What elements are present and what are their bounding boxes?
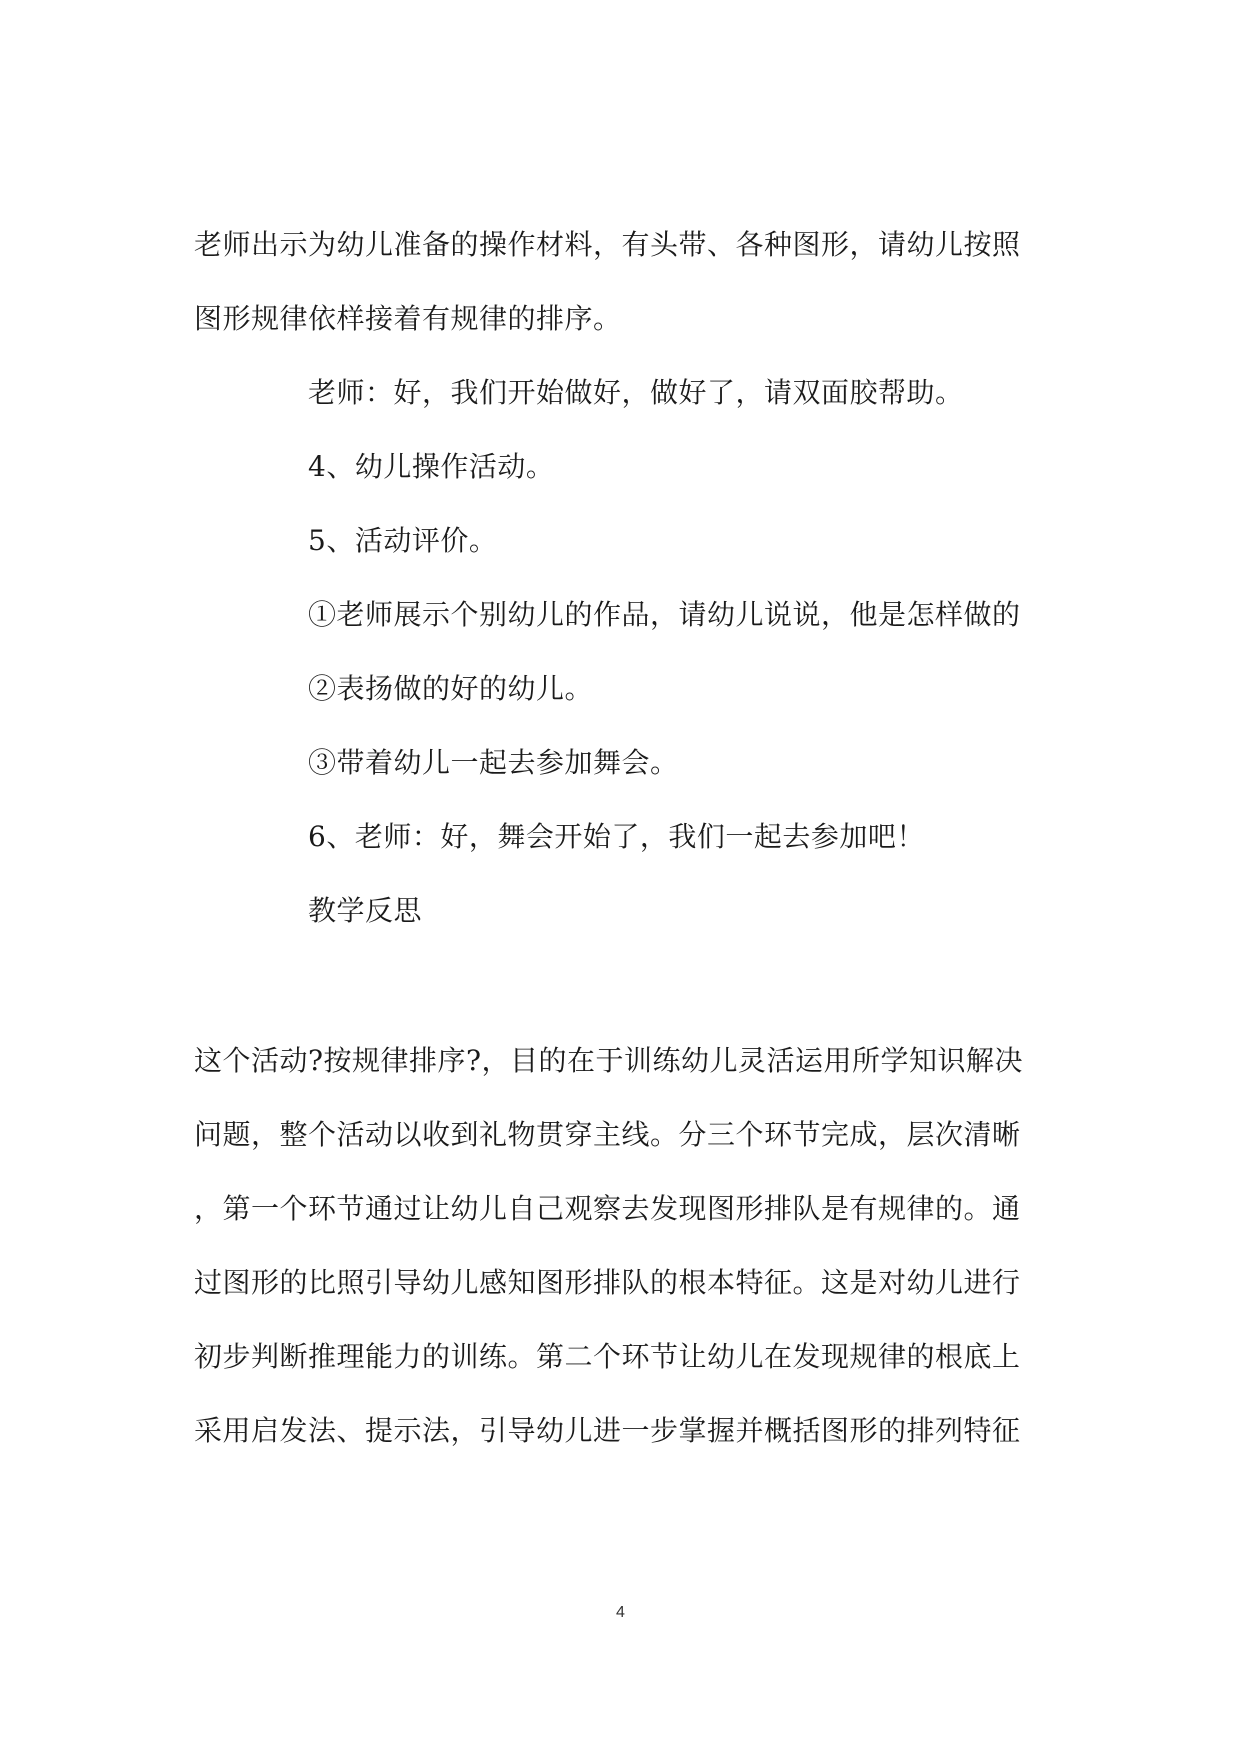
section-heading-reflection: 教学反思 (308, 894, 423, 927)
reflection-line: ，第一个环节通过让幼儿自己观察去发现图形排队是有规律的。通 (194, 1192, 1021, 1225)
reflection-line: 采用启发法、提示法，引导幼儿进一步掌握并概括图形的排列特征 (194, 1414, 1021, 1447)
reflection-line: 初步判断推理能力的训练。第二个环节让幼儿在发现规律的根底上 (194, 1340, 1021, 1373)
reflection-line: 这个活动?按规律排序?，目的在于训练幼儿灵活运用所学知识解决 (194, 1044, 1024, 1077)
teacher-instruction: 老师：好，我们开始做好，做好了，请双面胶帮助。 (308, 376, 964, 409)
reflection-line: 过图形的比照引导幼儿感知图形排队的根本特征。这是对幼儿进行 (194, 1266, 1021, 1299)
step-5: 5、活动评价。 (308, 524, 498, 557)
evaluation-item-1: ①老师展示个别幼儿的作品，请幼儿说说，他是怎样做的 (308, 598, 1021, 631)
page-number: 4 (616, 1604, 625, 1621)
evaluation-item-3: ③带着幼儿一起去参加舞会。 (308, 746, 679, 779)
reflection-line: 问题，整个活动以收到礼物贯穿主线。分三个环节完成，层次清晰 (194, 1118, 1021, 1151)
evaluation-item-2: ②表扬做的好的幼儿。 (308, 672, 594, 705)
paragraph1-line2: 图形规律依样接着有规律的排序。 (194, 302, 622, 335)
step-6: 6、老师：好，舞会开始了，我们一起去参加吧！ (308, 820, 925, 853)
paragraph1-line1: 老师出示为幼儿准备的操作材料，有头带、各种图形，请幼儿按照 (194, 228, 1021, 261)
step-4: 4、幼儿操作活动。 (308, 450, 555, 483)
